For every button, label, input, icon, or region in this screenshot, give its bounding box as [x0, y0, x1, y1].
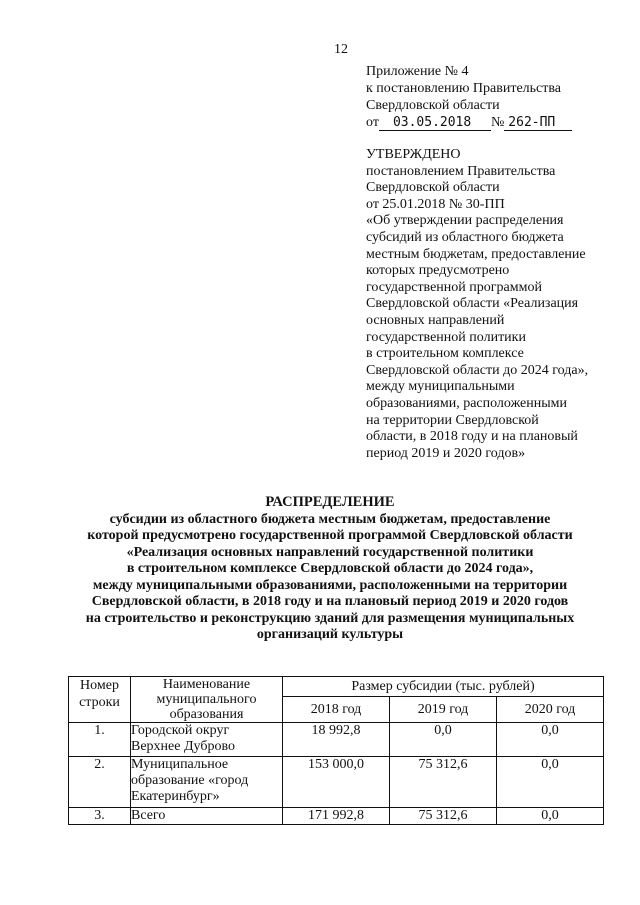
- value-2020: 0,0: [497, 723, 604, 757]
- total-2018: 171 992,8: [283, 808, 390, 825]
- approval-line: на территории Свердловской: [366, 412, 539, 428]
- approval-line: от 25.01.2018 № 30-ПП: [366, 196, 505, 212]
- heading-line: «Реализация основных направлений государственной политики: [126, 544, 534, 560]
- approval-line: местным бюджетам, предоставление: [366, 246, 586, 262]
- approval-line: Свердловской области «Реализация: [366, 296, 579, 312]
- appendix-reference: [366, 114, 572, 131]
- table-row: [69, 757, 604, 808]
- municipality-name: Муниципальное образование «город Екатеринбург»: [131, 757, 283, 808]
- total-2019: 75 312,6: [390, 808, 497, 825]
- approval-line: области, в 2018 году и на плановый: [366, 429, 578, 445]
- resolution-date: 03.05.2018: [379, 116, 491, 131]
- subsidy-table: [68, 676, 604, 825]
- heading-line: на строительство и реконструкцию зданий для размещения муниципальных: [85, 610, 575, 626]
- document-heading: [40, 494, 620, 644]
- row-number: 1.: [69, 723, 131, 757]
- number-prefix: №: [490, 115, 505, 130]
- column-header-year: 2019 год: [390, 697, 497, 723]
- approval-line: «Об утверждении распределения: [366, 213, 564, 229]
- appendix-line: Свердловской области: [366, 98, 500, 113]
- municipality-name: Городской округ Верхнее Дуброво: [131, 723, 283, 757]
- approval-line: основных направлений: [366, 312, 505, 328]
- page-number: 12: [334, 42, 348, 57]
- heading-line: организаций культуры: [256, 627, 404, 642]
- table-row: [69, 723, 604, 757]
- value-2018: 153 000,0: [283, 757, 390, 808]
- heading-line: Свердловской области, в 2018 году и на плановый период 2019 и 2020 годов: [91, 594, 569, 609]
- row-number: 3.: [69, 808, 131, 825]
- approval-line: в строительном комплексе: [366, 346, 524, 362]
- date-prefix: от: [366, 115, 379, 130]
- column-header-name: Наименование муниципального образования: [131, 677, 283, 723]
- approval-line: образованиями, расположенными: [366, 395, 568, 411]
- table-total-row: [69, 808, 604, 825]
- column-header-subsidy: Размер субсидии (тыс. рублей): [283, 677, 604, 697]
- column-header-number: Номер строки: [69, 677, 131, 723]
- column-header-year: 2020 год: [497, 697, 604, 723]
- approval-line: которых предусмотрено: [366, 263, 510, 279]
- value-2019: 75 312,6: [390, 757, 497, 808]
- table-header-row: [69, 677, 604, 697]
- resolution-number: 262-ПП: [504, 116, 572, 131]
- document-title: РАСПРЕДЕЛЕНИЕ: [265, 494, 395, 510]
- approval-block: [366, 147, 588, 462]
- approval-line: УТВЕРЖДЕНО: [366, 147, 461, 162]
- approval-line: Свердловской области: [366, 180, 500, 196]
- heading-line: субсидии из областного бюджета местным бюджетам, предоставление: [109, 511, 551, 527]
- approval-line: государственной политики: [366, 329, 526, 345]
- heading-line: которой предусмотрено государственной программой Свердловской области: [87, 528, 573, 543]
- approval-line: субсидий из областного бюджета: [366, 229, 564, 245]
- appendix-line: к постановлению Правительства: [366, 81, 562, 96]
- value-2019: 0,0: [390, 723, 497, 757]
- heading-line: в строительном комплексе Свердловской области до 2024 года»,: [126, 561, 534, 576]
- total-label: Всего: [131, 808, 283, 825]
- total-2020: 0,0: [497, 808, 604, 825]
- heading-line: между муниципальными образованиями, расположенными на территории: [92, 577, 568, 593]
- row-number: 2.: [69, 757, 131, 808]
- value-2018: 18 992,8: [283, 723, 390, 757]
- approval-line: Свердловской области до 2024 года»,: [366, 362, 589, 378]
- approval-line: постановлением Правительства: [366, 163, 556, 179]
- approval-line: государственной программой: [366, 279, 542, 295]
- appendix-title: Приложение № 4: [366, 64, 469, 79]
- approval-line: между муниципальными: [366, 379, 515, 395]
- approval-line: период 2019 и 2020 годов»: [366, 445, 526, 461]
- appendix-block: [366, 63, 572, 131]
- value-2020: 0,0: [497, 757, 604, 808]
- column-header-year: 2018 год: [283, 697, 390, 723]
